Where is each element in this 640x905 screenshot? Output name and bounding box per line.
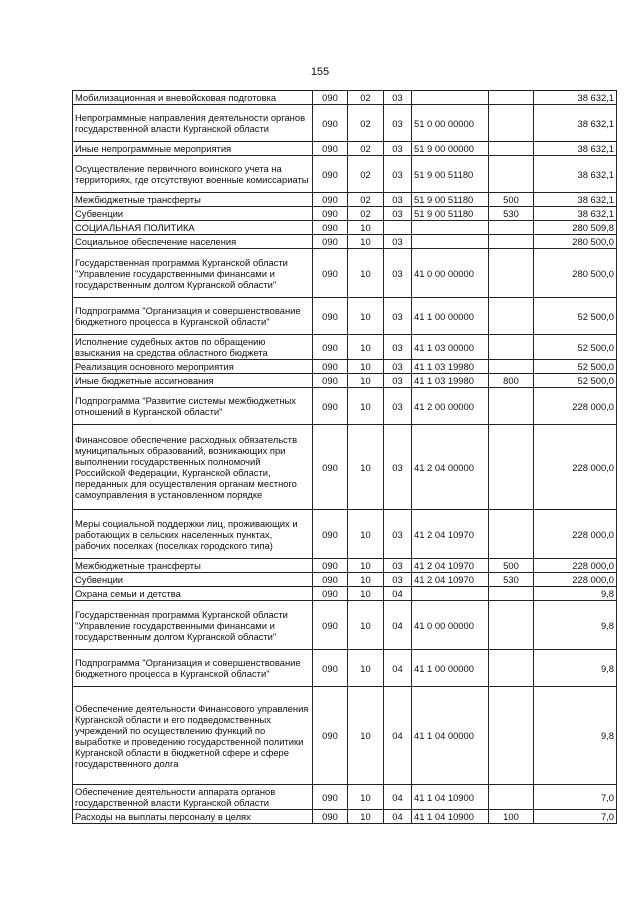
row-target-article: 51 9 00 51180: [412, 193, 489, 207]
row-subsection-code: 04: [384, 587, 412, 601]
row-name: Социальное обеспечение населения: [73, 235, 313, 249]
row-amount: 228 000,0: [534, 510, 617, 559]
row-name: Подпрограмма "Развитие системы межбюджетных отношений в Курганской области": [73, 388, 313, 425]
row-target-article: 41 1 04 10900: [412, 810, 489, 824]
row-name: Исполнение судебных актов по обращению взыскания на средства областного бюджета: [73, 335, 313, 360]
row-subsection-code: 03: [384, 388, 412, 425]
row-name: Подпрограмма "Организация и совершенствование бюджетного процесса в Курганской области": [73, 650, 313, 687]
table-row: [73, 425, 617, 510]
row-subsection-code: 03: [384, 91, 412, 105]
row-section-code: 10: [348, 587, 384, 601]
row-expense-type: 530: [489, 573, 534, 587]
row-amount: 52 500,0: [534, 298, 617, 335]
row-subsection-code: 04: [384, 687, 412, 785]
row-name: Иные бюджетные ассигнования: [73, 374, 313, 388]
row-expense-type: 800: [489, 374, 534, 388]
row-name: Реализация основного мероприятия: [73, 360, 313, 374]
row-target-article: 41 1 04 10900: [412, 785, 489, 810]
table-row: [73, 687, 617, 785]
table-row: [73, 573, 617, 587]
row-expense-type: [489, 335, 534, 360]
row-subsection-code: 03: [384, 207, 412, 221]
row-subsection-code: 03: [384, 105, 412, 142]
row-section-code: 02: [348, 156, 384, 193]
row-name: Субвенции: [73, 573, 313, 587]
row-subsection-code: 03: [384, 559, 412, 573]
table-row: [73, 650, 617, 687]
row-name: Иные непрограммные мероприятия: [73, 142, 313, 156]
row-section-code: 10: [348, 573, 384, 587]
row-amount: 38 632,1: [534, 193, 617, 207]
row-expense-type: 500: [489, 559, 534, 573]
row-amount: 280 509,8: [534, 221, 617, 235]
row-target-article: 51 9 00 51180: [412, 207, 489, 221]
row-subsection-code: 03: [384, 156, 412, 193]
row-amount: 228 000,0: [534, 559, 617, 573]
table-row: [73, 785, 617, 810]
row-target-article: 41 2 04 00000: [412, 425, 489, 510]
row-ved-code: 090: [313, 650, 348, 687]
row-subsection-code: 03: [384, 335, 412, 360]
row-name: Расходы на выплаты персоналу в целях: [73, 810, 313, 824]
row-target-article: 41 0 00 00000: [412, 601, 489, 650]
row-name: Подпрограмма "Организация и совершенствование бюджетного процесса в Курганской области": [73, 298, 313, 335]
row-subsection-code: 04: [384, 785, 412, 810]
row-section-code: 10: [348, 559, 384, 573]
row-ved-code: 090: [313, 91, 348, 105]
row-target-article: 41 2 04 10970: [412, 559, 489, 573]
row-expense-type: [489, 105, 534, 142]
row-expense-type: [489, 235, 534, 249]
row-ved-code: 090: [313, 105, 348, 142]
row-ved-code: 090: [313, 573, 348, 587]
row-section-code: 10: [348, 810, 384, 824]
row-section-code: 10: [348, 785, 384, 810]
row-name: Охрана семьи и детства: [73, 587, 313, 601]
table-row: [73, 388, 617, 425]
table-row: [73, 335, 617, 360]
row-expense-type: [489, 425, 534, 510]
row-ved-code: 090: [313, 249, 348, 298]
row-target-article: [412, 235, 489, 249]
row-section-code: 10: [348, 360, 384, 374]
row-target-article: 41 0 00 00000: [412, 249, 489, 298]
row-name: Меры социальной поддержки лиц, проживающих и работающих в сельских населенных пунктах, рабочих поселках (поселках городского типа): [73, 510, 313, 559]
row-expense-type: [489, 360, 534, 374]
row-amount: 228 000,0: [534, 573, 617, 587]
row-expense-type: [489, 510, 534, 559]
row-amount: 7,0: [534, 785, 617, 810]
row-section-code: 10: [348, 510, 384, 559]
budget-table-body: [73, 91, 617, 824]
row-amount: 228 000,0: [534, 425, 617, 510]
table-row: [73, 221, 617, 235]
row-target-article: [412, 221, 489, 235]
row-name: Межбюджетные трансферты: [73, 559, 313, 573]
row-section-code: 02: [348, 193, 384, 207]
row-amount: 228 000,0: [534, 388, 617, 425]
row-expense-type: 530: [489, 207, 534, 221]
row-expense-type: [489, 298, 534, 335]
row-amount: 38 632,1: [534, 142, 617, 156]
row-subsection-code: 04: [384, 601, 412, 650]
row-subsection-code: [384, 221, 412, 235]
row-section-code: 10: [348, 425, 384, 510]
row-expense-type: [489, 249, 534, 298]
row-section-code: 02: [348, 207, 384, 221]
table-row: [73, 298, 617, 335]
table-row: [73, 810, 617, 824]
row-section-code: 02: [348, 105, 384, 142]
row-expense-type: [489, 156, 534, 193]
row-target-article: 41 1 03 19980: [412, 374, 489, 388]
row-ved-code: 090: [313, 360, 348, 374]
row-ved-code: 090: [313, 388, 348, 425]
row-amount: 280 500,0: [534, 235, 617, 249]
row-ved-code: 090: [313, 559, 348, 573]
row-ved-code: 090: [313, 235, 348, 249]
row-expense-type: [489, 587, 534, 601]
table-row: [73, 156, 617, 193]
row-subsection-code: 03: [384, 360, 412, 374]
row-name: СОЦИАЛЬНАЯ ПОЛИТИКА: [73, 221, 313, 235]
row-target-article: 41 2 00 00000: [412, 388, 489, 425]
row-ved-code: 090: [313, 425, 348, 510]
row-subsection-code: 04: [384, 650, 412, 687]
row-amount: 38 632,1: [534, 105, 617, 142]
row-subsection-code: 03: [384, 298, 412, 335]
row-subsection-code: 03: [384, 193, 412, 207]
row-expense-type: [489, 142, 534, 156]
row-expense-type: [489, 687, 534, 785]
row-target-article: 51 9 00 00000: [412, 142, 489, 156]
row-name: Финансовое обеспечение расходных обязательств муниципальных образований, возникающих при выполнении государственных полномочий Российской Федерации, Курганской области, переданных для осуществления органам местного самоуправления в установленном порядке: [73, 425, 313, 510]
row-ved-code: 090: [313, 335, 348, 360]
table-row: [73, 374, 617, 388]
row-section-code: 10: [348, 249, 384, 298]
table-row: [73, 587, 617, 601]
row-target-article: 41 1 00 00000: [412, 650, 489, 687]
row-ved-code: 090: [313, 298, 348, 335]
table-row: [73, 105, 617, 142]
row-name: Мобилизационная и вневойсковая подготовка: [73, 91, 313, 105]
row-target-article: [412, 91, 489, 105]
table-row: [73, 559, 617, 573]
table-row: [73, 142, 617, 156]
row-subsection-code: 03: [384, 510, 412, 559]
table-row: [73, 207, 617, 221]
row-amount: 38 632,1: [534, 156, 617, 193]
page-number: 155: [310, 66, 330, 78]
row-amount: 52 500,0: [534, 360, 617, 374]
table-row: [73, 510, 617, 559]
row-amount: 38 632,1: [534, 207, 617, 221]
row-target-article: 51 0 00 00000: [412, 105, 489, 142]
row-expense-type: 500: [489, 193, 534, 207]
row-amount: 52 500,0: [534, 374, 617, 388]
row-target-article: [412, 587, 489, 601]
row-target-article: 51 9 00 51180: [412, 156, 489, 193]
row-subsection-code: 03: [384, 573, 412, 587]
row-ved-code: 090: [313, 687, 348, 785]
budget-table: [72, 90, 617, 824]
row-expense-type: [489, 785, 534, 810]
row-section-code: 10: [348, 298, 384, 335]
row-target-article: 41 2 04 10970: [412, 510, 489, 559]
row-ved-code: 090: [313, 207, 348, 221]
row-section-code: 10: [348, 601, 384, 650]
row-name: Государственная программа Курганской области "Управление государственными финансами и государственным долгом Курганской области": [73, 249, 313, 298]
row-section-code: 02: [348, 142, 384, 156]
row-subsection-code: 04: [384, 810, 412, 824]
row-name: Обеспечение деятельности Финансового управления Курганской области и его подведомственных учреждений по осуществлению функций по выработке и проведению государственной политики Курганской области в бюджетной сфере и сфере государственного долга: [73, 687, 313, 785]
row-name: Государственная программа Курганской области "Управление государственными финансами и государственным долгом Курганской области": [73, 601, 313, 650]
row-name: Межбюджетные трансферты: [73, 193, 313, 207]
row-section-code: 10: [348, 221, 384, 235]
row-name: Субвенции: [73, 207, 313, 221]
row-expense-type: [489, 388, 534, 425]
row-subsection-code: 03: [384, 374, 412, 388]
row-ved-code: 090: [313, 193, 348, 207]
row-target-article: 41 1 04 00000: [412, 687, 489, 785]
row-amount: 9,8: [534, 587, 617, 601]
table-row: [73, 601, 617, 650]
row-ved-code: 090: [313, 142, 348, 156]
row-section-code: 10: [348, 374, 384, 388]
row-expense-type: [489, 91, 534, 105]
table-row: [73, 91, 617, 105]
row-amount: 9,8: [534, 687, 617, 785]
row-section-code: 10: [348, 235, 384, 249]
row-target-article: 41 1 00 00000: [412, 298, 489, 335]
row-section-code: 10: [348, 650, 384, 687]
row-ved-code: 090: [313, 601, 348, 650]
row-section-code: 10: [348, 335, 384, 360]
row-amount: 52 500,0: [534, 335, 617, 360]
row-subsection-code: 03: [384, 425, 412, 510]
row-name: Осуществление первичного воинского учета на территориях, где отсутствуют военные комиссариаты: [73, 156, 313, 193]
row-subsection-code: 03: [384, 142, 412, 156]
row-ved-code: 090: [313, 785, 348, 810]
row-ved-code: 090: [313, 510, 348, 559]
row-expense-type: [489, 221, 534, 235]
row-expense-type: [489, 601, 534, 650]
row-subsection-code: 03: [384, 249, 412, 298]
row-amount: 9,8: [534, 650, 617, 687]
row-ved-code: 090: [313, 587, 348, 601]
row-target-article: 41 1 03 19980: [412, 360, 489, 374]
table-row: [73, 249, 617, 298]
table-row: [73, 193, 617, 207]
row-subsection-code: 03: [384, 235, 412, 249]
row-section-code: 10: [348, 388, 384, 425]
row-section-code: 02: [348, 91, 384, 105]
row-amount: 280 500,0: [534, 249, 617, 298]
row-target-article: 41 1 03 00000: [412, 335, 489, 360]
row-ved-code: 090: [313, 374, 348, 388]
table-row: [73, 360, 617, 374]
row-name: Непрограммные направления деятельности органов государственной власти Курганской области: [73, 105, 313, 142]
row-expense-type: [489, 650, 534, 687]
row-amount: 7,0: [534, 810, 617, 824]
table-row: [73, 235, 617, 249]
row-ved-code: 090: [313, 221, 348, 235]
row-expense-type: 100: [489, 810, 534, 824]
row-ved-code: 090: [313, 810, 348, 824]
row-section-code: 10: [348, 687, 384, 785]
row-amount: 9,8: [534, 601, 617, 650]
row-target-article: 41 2 04 10970: [412, 573, 489, 587]
row-amount: 38 632,1: [534, 91, 617, 105]
row-name: Обеспечение деятельности аппарата органов государственной власти Курганской области: [73, 785, 313, 810]
row-ved-code: 090: [313, 156, 348, 193]
